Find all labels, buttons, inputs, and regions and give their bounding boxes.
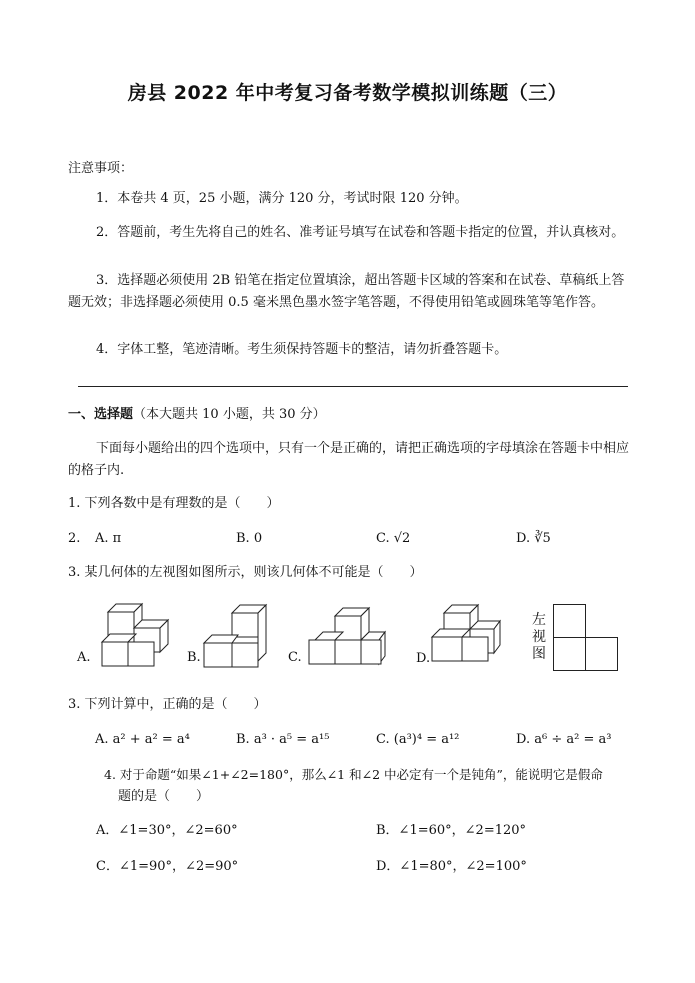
q3a-stem: 3. 某几何体的左视图如图所示，则该几何体不可能是（ ） [68,565,423,580]
section1-heading: 一、选择题 [68,407,134,422]
q4-stem-line2: 题的是（ ） [118,789,210,804]
side-view-label: 左视图 [532,612,546,662]
q1-stem: 1. 下列各数中是有理数的是（ ） [68,496,280,511]
section1-sub: （本大题共 10 小题，共 30 分） [133,407,326,422]
notice-heading: 注意事项： [68,161,134,176]
q3b-option-b: B. a³ · a⁵ = a¹⁵ [236,732,330,747]
q4-option-c: C．∠1=90°，∠2=90° [96,859,239,874]
page-title: 房县 2022 年中考复习备考数学模拟训练题（三） [127,82,568,104]
q2-number: 2. [68,531,81,546]
q3b-option-d: D. a⁶ ÷ a² = a³ [516,732,612,747]
divider-line [78,386,628,387]
q4-option-b: B．∠1=60°，∠2=120° [376,823,527,838]
q1-option-c: C. √2 [376,531,411,546]
figure-d [430,603,502,671]
side-view-grid [553,604,619,676]
q1-option-a: A. π [95,531,122,546]
notice-item-2: 2．答题前，考生先将自己的姓名、准考证号填写在试卷和答题卡指定的位置，并认真核对。 [96,225,625,240]
figure-d-label: D. [416,651,431,666]
section1-instruction: 下面每小题给出的四个选项中，只有一个是正确的，请把正确选项的字母填涂在答题卡中相应的格子内. [68,441,630,478]
notice-item-1: 1．本卷共 4 页，25 小题，满分 120 分，考试时限 120 分钟。 [96,191,468,206]
figure-c [307,606,387,670]
notice-item-3: 3．选择题必须使用 2B 铅笔在指定位置填涂，超出答题卡区域的答案和在试卷、草稿纸上答题无效；非选择题必须使用 0.5 毫米黑色墨水签字笔答题，不得使用铅笔或圆珠笔等笔作答。 [68,273,625,310]
figure-a [90,600,170,670]
q1-option-d: D. ∛5 [516,531,551,546]
q1-option-b: B. 0 [236,531,263,546]
notice-item-4: 4．字体工整，笔迹清晰。考生须保持答题卡的整洁，请勿折叠答题卡。 [96,342,508,357]
q4-stem-line1: 4. 对于命题“如果∠1+∠2=180°，那么∠1 和∠2 中必定有一个是钝角”，能说明它是假命 [104,767,603,782]
q3b-option-a: A. a² + a² = a⁴ [95,732,190,747]
q3b-stem: 3. 下列计算中，正确的是（ ） [68,697,267,712]
figure-b [202,603,274,671]
q3b-option-c: C. (a³)⁴ = a¹² [376,732,460,747]
figure-c-label: C. [288,650,302,665]
section1-header [68,404,326,426]
q4-option-d: D．∠1=80°，∠2=100° [376,859,527,874]
figure-a-label: A. [77,650,91,665]
figure-b-label: B. [187,650,201,665]
q4-option-a: A．∠1=30°，∠2=60° [96,823,238,838]
